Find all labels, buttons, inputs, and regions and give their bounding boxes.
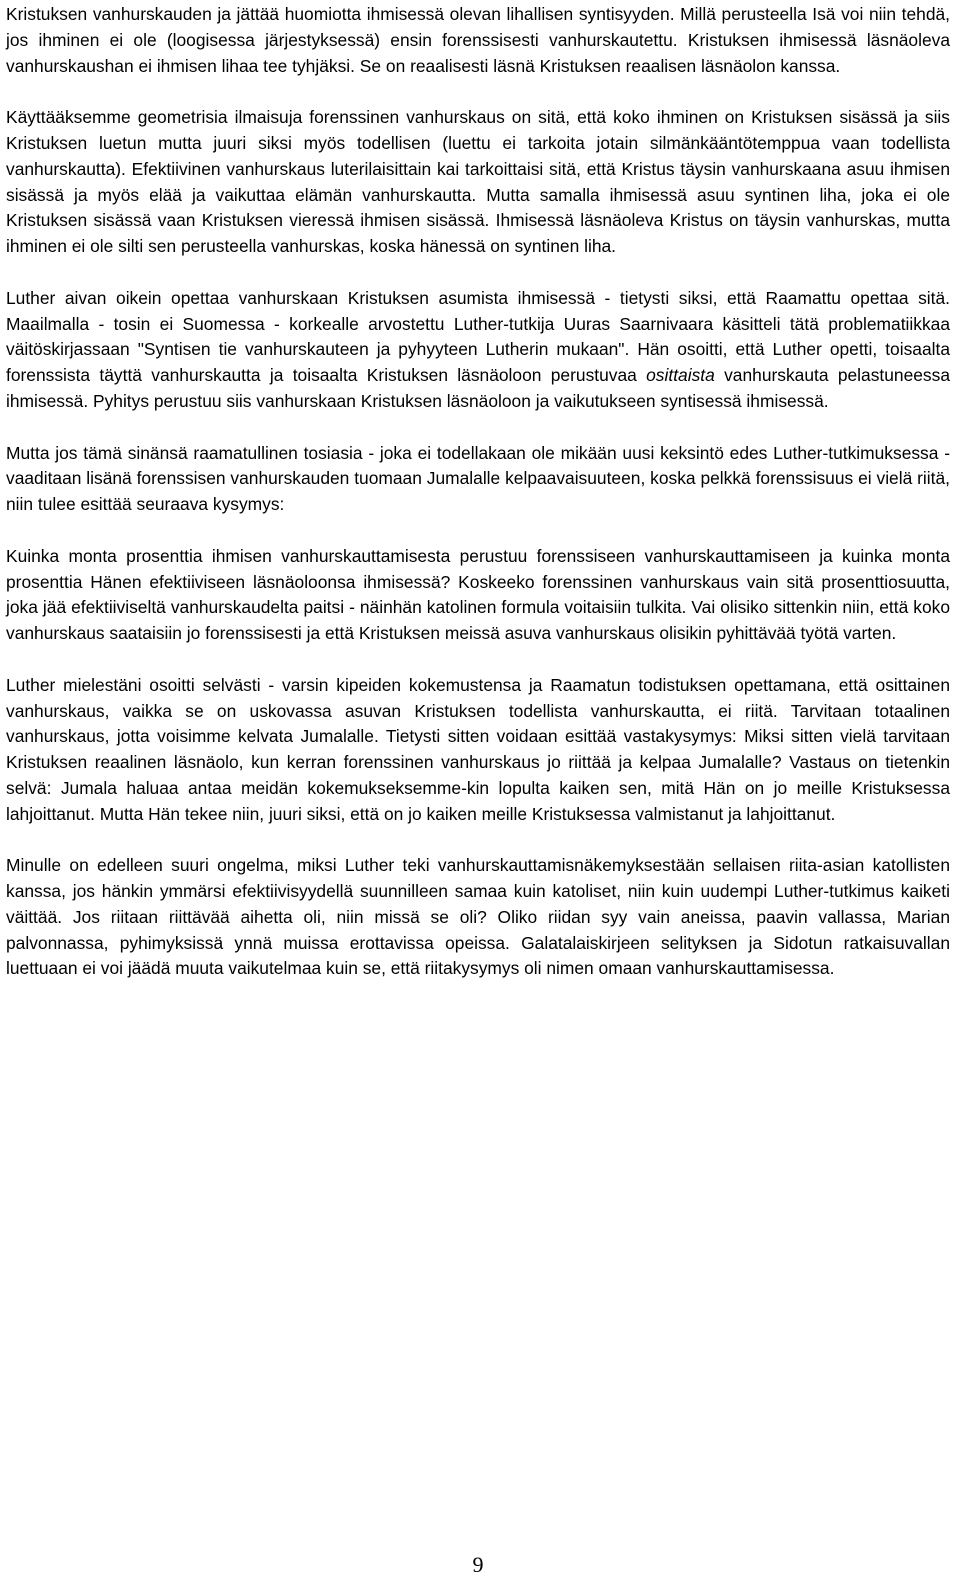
paragraph-3-emphasis: osittaista bbox=[646, 365, 715, 386]
paragraph-6: Luther mielestäni osoitti selvästi - varsin kipeiden kokemustensa ja Raamatun todistuksen opettamana, että osittainen vanhurskaus, vaikka se on uskovassa asuvan Kristuksen todellista vanhurskautta, ei riitä. Tarvitaan totaalinen vanhurskaus, jotta voisimme kelvata Jumalalle. Tietysti sitten voidaan esittää vastakysymys: Miksi sitten vielä tarvitaan Kristuksen reaalinen läsnäolo, kun kerran forenssinen vanhurskaus jo riittää ja kelpaa Jumalalle? Vastaus on tietenkin selvä: Jumala haluaa antaa meidän kokemukseksemme-kin lopulta kaiken sen, mitä Hän on jo meille Kristuksessa lahjoittanut. Mutta Hän tekee niin, juuri siksi, että on jo kaiken meille Kristuksessa valmistanut ja lahjoittanut. bbox=[6, 674, 950, 824]
paragraph-4: Mutta jos tämä sinänsä raamatullinen tosiasia - joka ei todellakaan ole mikään uusi keksintö edes Luther-tutkimuksessa - vaaditaan lisänä forenssisen vanhurskauden tuomaan Jumalalle kelpaavaisuuteen, koska pelkkä forenssisuus ei vielä riitä, niin tulee esittää seuraava kysymys: bbox=[6, 442, 950, 515]
paragraph-1: Kristuksen vanhurskauden ja jättää huomiotta ihmisessä olevan lihallisen syntisyyden. Millä perusteella Isä voi niin tehdä, jos ihminen ei ole (loogisessa järjestyksessä) ensin forenssisesti vanhurskautettu. Kristuksen ihmisessä läsnäoleva vanhurskaushan ei ihmisen lihaa tee tyhjäksi. Se on reaalisesti läsnä Kristuksen reaalisen läsnäolon kanssa. bbox=[6, 4, 950, 76]
page-number: 9 bbox=[472, 1552, 484, 1577]
paragraph-2: Käyttääksemme geometrisia ilmaisuja forenssinen vanhurskaus on sitä, että koko ihminen on Kristuksen sisässä ja siis Kristuksen luetun mutta juuri siksi myös todellisen (luettu ei tarkoita jotain silmänkääntötemppua vaan todellista vanhurskautta). Efektiivinen vanhurskaus luterilaisittain kai tarkoittaisi sitä, että Kristus täysin vanhurskaana asuu ihmisen sisässä ja myös elää ja vaikuttaa elämän vanhurskautta. Mutta samalla ihmisessä asuu syntinen liha, joka ei ole Kristuksen sisässä vaan Kristuksen vieressä ihmisen sisässä. Ihmisessä läsnäoleva Kristus on täysin vanhurskas, mutta ihminen ei ole silti sen perusteella vanhurskas, koska hänessä on syntinen liha. bbox=[6, 107, 950, 257]
paragraph-3-text-before: Luther aivan oikein opettaa vanhurskaan Kristuksen asumista ihmisessä - tietysti siksi, että Raamattu opettaa sitä. Maailmalla - tosin ei Suomessa - korkealle arvostettu Luther-tutkija Uuras Saarnivaara käsitteli tätä problematiikkaa väitöskirjassaan "Syntisen tie vanhurskauteen ja pyhyyteen Lutherin mukaan". Hän osoitti, että Luther opetti, toisaalta forenssista täyttä vanhurskautta ja toisaalta Kristuksen läsnäoloon perustuvaa bbox=[6, 287, 950, 386]
paragraph-5: Kuinka monta prosenttia ihmisen vanhurskauttamisesta perustuu forenssiseen vanhurskauttamiseen ja kuinka monta prosenttia Hänen efektiiviseen läsnäoloonsa ihmisessä? Koskeeko forenssinen vanhurskaus vain sitä prosenttiosuutta, joka jää efektiiviseltä vanhurskaudelta paitsi - näinhän katolinen formula voitaisiin tulkita. Vai olisiko sittenkin niin, että koko vanhurskaus saataisiin jo forenssisesti ja että Kristuksen meissä asuva vanhurskaus olisikin pyhittävää työtä varten. bbox=[6, 545, 950, 644]
paragraph-7: Minulle on edelleen suuri ongelma, miksi Luther teki vanhurskauttamisnäkemyksestään sellaisen riita-asian katollisten kanssa, jos hänkin ymmärsi efektiivisyydellä suunnilleen samaa kuin katoliset, niin kuin uudempi Luther-tutkimus kaiketi väittää. Jos riitaan riittävää aihetta oli, niin missä se oli? Oliko riidan syy vain aneissa, paavin vallassa, Marian palvonnassa, pyhimyksissä ynnä muissa erottavissa opeissa. Galatalaiskirjeen selityksen ja Sidotun ratkaisuvallan luettuaan ei voi jäädä muuta vaikutelmaa kuin se, että riitakysymys oli nimen omaan vanhurskauttamisessa. bbox=[6, 855, 950, 979]
paragraph-3-text-after: vanhurskauta pelastuneessa ihmisessä. Pyhitys perustuu siis vanhurskaan Kristuksen läsnäoloon ja vaikutukseen syntisessä ihmisessä. bbox=[6, 365, 950, 411]
document-page bbox=[6, 2, 950, 1582]
paragraph-3 bbox=[6, 286, 950, 415]
